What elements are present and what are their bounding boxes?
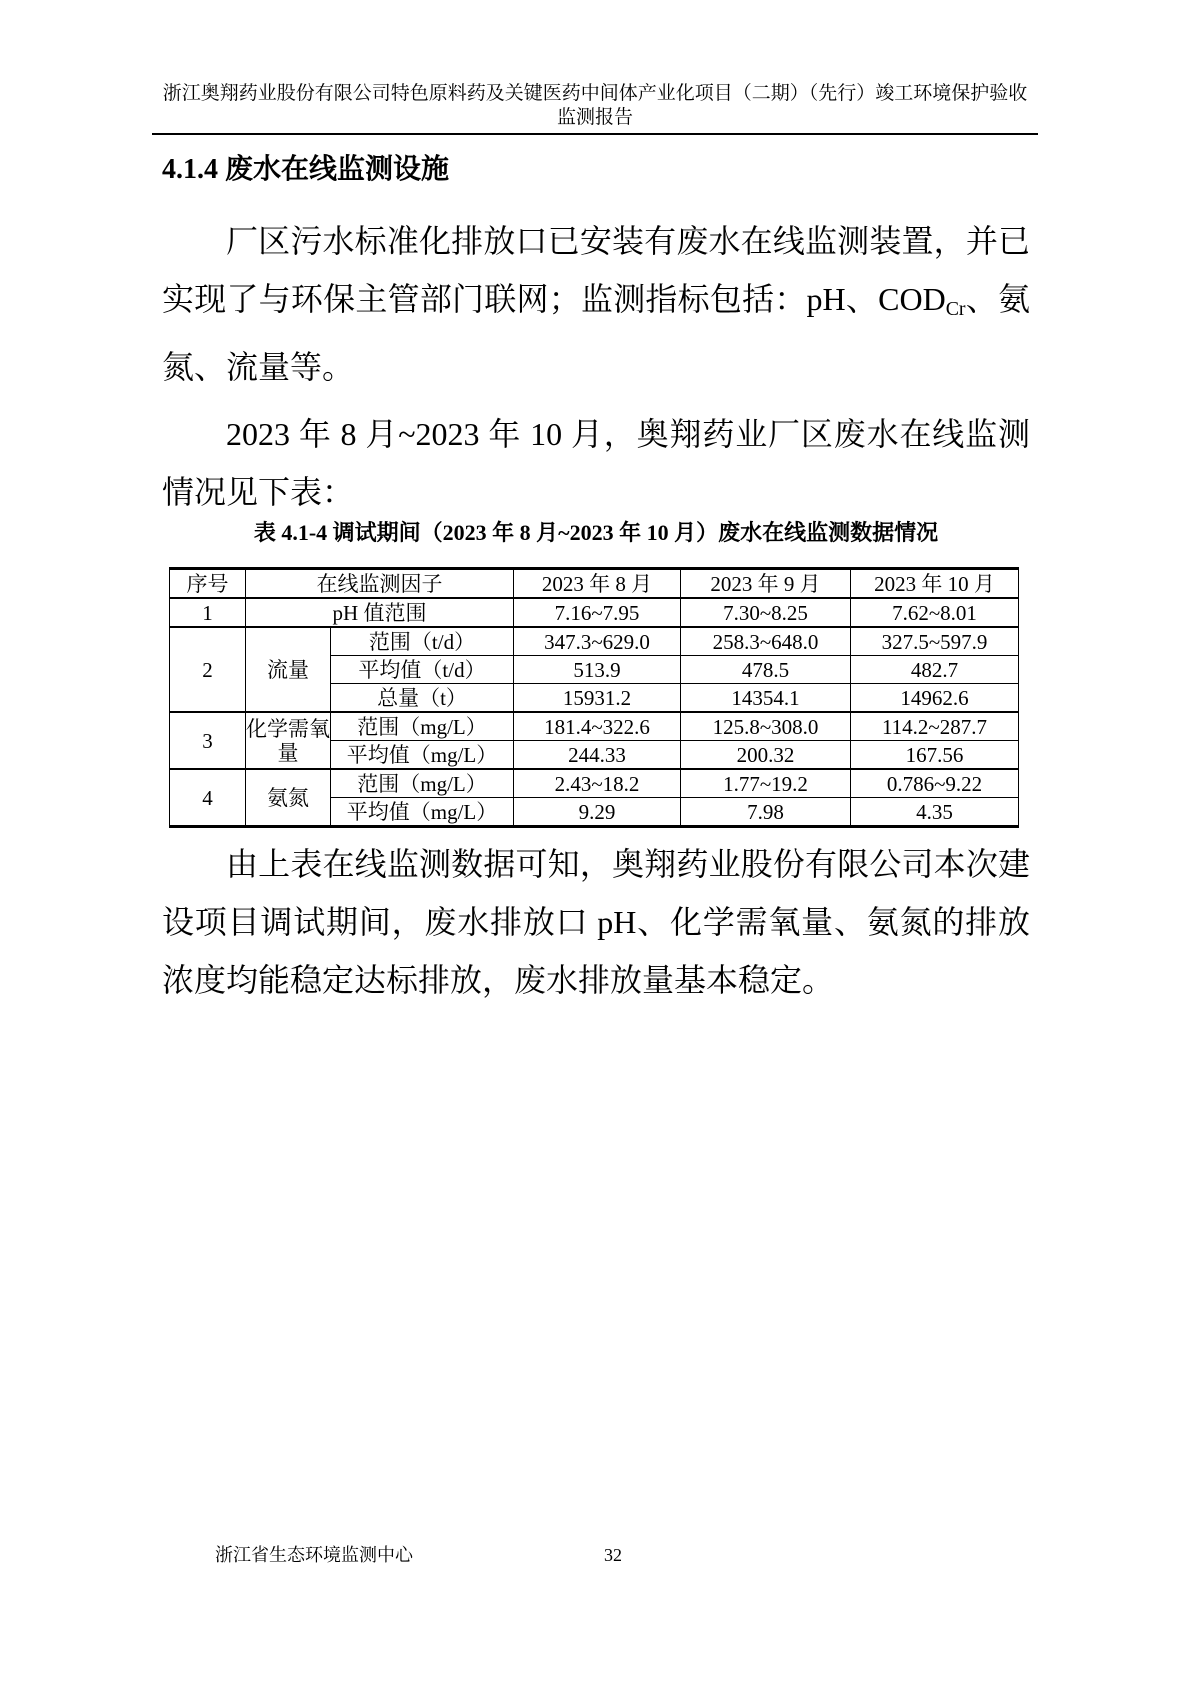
cell-factor-flow: 流量 — [246, 627, 331, 712]
paragraph-1-text: 厂区污水标准化排放口已安装有废水在线监测装置，并已实现了与环保主管部门联网；监测指标包括：pH、COD — [162, 223, 1030, 317]
cell-sub-label: 平均值（mg/L） — [331, 798, 514, 827]
cell-value-oct: 482.7 — [851, 656, 1019, 684]
cell-ph-sep: 7.30~8.25 — [681, 598, 851, 627]
col-header-aug: 2023 年 8 月 — [514, 569, 681, 599]
table-caption: 表 4.1-4 调试期间（2023 年 8 月~2023 年 10 月）废水在线监测数据情况 — [253, 520, 939, 545]
cell-sub-label: 平均值（t/d） — [331, 656, 514, 684]
cell-value-sep: 478.5 — [681, 656, 851, 684]
cod-cr-subscript: Cr — [945, 297, 966, 320]
paragraph-conclusion: 由上表在线监测数据可知，奥翔药业股份有限公司本次建设项目调试期间，废水排放口 pH、化学需氧量、氨氮的排放浓度均能稳定达标排放，废水排放量基本稳定。 — [162, 846, 1030, 998]
cell-value-aug: 513.9 — [514, 656, 681, 684]
cell-value-aug: 181.4~322.6 — [514, 712, 681, 741]
cell-value-oct: 167.56 — [851, 741, 1019, 770]
cell-ph-oct: 7.62~8.01 — [851, 598, 1019, 627]
paragraph-online-monitoring — [162, 212, 1030, 396]
cell-index: 2 — [170, 627, 246, 712]
cell-sub-label: 范围（mg/L） — [331, 769, 514, 798]
header-title-line-2: 监测报告 — [556, 107, 633, 128]
cell-value-sep: 125.8~308.0 — [681, 712, 851, 741]
col-header-factor: 在线监测因子 — [246, 569, 514, 599]
cell-value-sep: 1.77~19.2 — [681, 769, 851, 798]
cell-ph-aug: 7.16~7.95 — [514, 598, 681, 627]
cell-factor-cod: 化学需氧量 — [246, 712, 331, 769]
cell-value-sep: 258.3~648.0 — [681, 627, 851, 656]
header-title-line-1: 浙江奥翔药业股份有限公司特色原料药及关键医药中间体产业化项目（二期）（先行）竣工环境保护验收 — [162, 83, 1028, 104]
cell-value-aug: 2.43~18.2 — [514, 769, 681, 798]
cell-sub-label: 范围（t/d） — [331, 627, 514, 656]
paragraph-1-text-end: 、氨氮、流量等。 — [162, 281, 1030, 385]
cell-value-oct: 0.786~9.22 — [851, 769, 1019, 798]
cell-value-oct: 4.35 — [851, 798, 1019, 827]
monitoring-data-table — [169, 567, 1019, 828]
table-row-ammonia-range — [170, 769, 1019, 798]
cell-value-aug: 15931.2 — [514, 684, 681, 713]
table-row-ph — [170, 598, 1019, 627]
page-header — [150, 82, 1040, 130]
cell-value-sep: 14354.1 — [681, 684, 851, 713]
cell-factor-ph: pH 值范围 — [246, 598, 514, 627]
cell-index: 4 — [170, 769, 246, 827]
header-divider — [152, 133, 1038, 135]
paragraph-monitoring-period: 2023 年 8 月~2023 年 10 月，奥翔药业厂区废水在线监测情况见下表： — [162, 416, 1030, 510]
col-header-index: 序号 — [170, 569, 246, 599]
cell-factor-ammonia: 氨氮 — [246, 769, 331, 827]
cell-value-aug: 347.3~629.0 — [514, 627, 681, 656]
cell-sub-label: 平均值（mg/L） — [331, 741, 514, 770]
cell-value-oct: 14962.6 — [851, 684, 1019, 713]
cell-index: 3 — [170, 712, 246, 769]
cell-value-oct: 114.2~287.7 — [851, 712, 1019, 741]
cell-value-oct: 327.5~597.9 — [851, 627, 1019, 656]
table-header-row — [170, 569, 1019, 599]
cell-value-sep: 7.98 — [681, 798, 851, 827]
cell-sub-label: 范围（mg/L） — [331, 712, 514, 741]
section-heading: 4.1.4 废水在线监测设施 — [162, 154, 450, 185]
table-row-flow-range — [170, 627, 1019, 656]
cell-value-aug: 244.33 — [514, 741, 681, 770]
table-row-cod-range — [170, 712, 1019, 741]
cell-value-aug: 9.29 — [514, 798, 681, 827]
col-header-oct: 2023 年 10 月 — [851, 569, 1019, 599]
footer-organization: 浙江省生态环境监测中心 — [215, 1545, 413, 1565]
cell-index: 1 — [170, 598, 246, 627]
cell-value-sep: 200.32 — [681, 741, 851, 770]
col-header-sep: 2023 年 9 月 — [681, 569, 851, 599]
page-number: 32 — [604, 1545, 622, 1565]
cell-sub-label: 总量（t） — [331, 684, 514, 713]
